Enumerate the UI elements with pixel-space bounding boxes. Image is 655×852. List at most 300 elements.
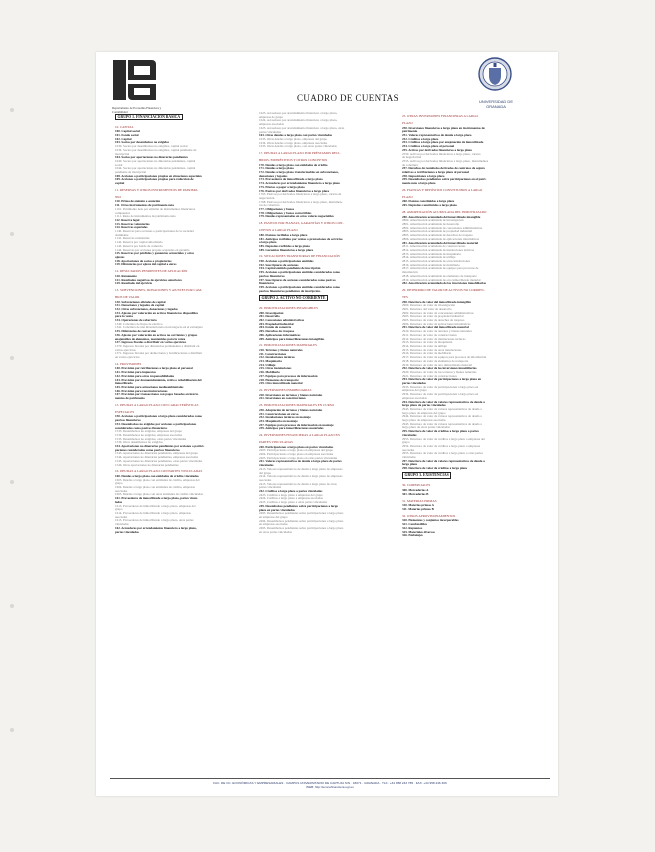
subaccount-entry: empresas del grupo [402, 389, 427, 393]
account-entry: 100. Capital social [115, 130, 140, 134]
account-entry: 129. Resultado del ejercicio [115, 282, 153, 286]
subaccount-entry: 2921. Deterioro de valor de construcciones [402, 374, 457, 378]
subaccount-entry: 2944. Deterioro de valor de valores representativos de deuda a [402, 415, 482, 419]
account-entry: 322. Repuestos [402, 526, 423, 530]
account-entry: 242. Créditos a largo plazo a partes vinculadas [259, 490, 323, 494]
account-entry: 145. Provisión para actuaciones medioambientales [115, 386, 184, 389]
subaccount-entry: 2812. Amortización acumulada de instalaciones técnicas [402, 248, 475, 252]
subaccount-entry: 2902. Deterioro de valor de concesiones administrativas [402, 311, 474, 315]
section-heading: 13. SUBVENCIONES, DONACIONES Y AJUSTES POR CAM- [115, 287, 203, 292]
subaccount-entry: de negociación [402, 156, 422, 160]
account-entry: 135. Diferencias de conversión [115, 330, 157, 334]
account-entry: 181. Anticipos recibidos por ventas o prestaciones de servicios [259, 237, 343, 241]
account-entry: 252. Créditos a largo plazo [402, 137, 439, 141]
account-entry: 230. Adaptación de terrenos y bienes naturales [259, 408, 323, 412]
subaccount-entry: 1111. Resto de instrumentos de patrimonio neto [115, 215, 176, 219]
account-entry: 154. Aportaciones no dinerarias pendientes por acciones o partici- [115, 445, 205, 449]
footer-web: WEB: http://econofinanciera.ugr.es [306, 785, 354, 789]
subaccount-entry: 2914. Deterioro de valor de utillaje [402, 344, 447, 348]
account-entry: 189. Garantías financieras a largo plazo [259, 248, 314, 252]
account-entry: 153. Desembolsos no exigidos por acciones o participaciones [115, 422, 197, 426]
account-entry: 111. Otros instrumentos de patrimonio neto [115, 204, 175, 208]
subaccount-entry: 1142. Reserva por capital amortizado [115, 241, 163, 245]
account-entry: mentos de patrimonio [115, 397, 145, 401]
account-entry: 146. Provisión para reestructuraciones [115, 389, 168, 393]
section-heading: 16. DEUDAS A LARGO PLAZO CON PARTES VINCULADAS [115, 469, 203, 474]
account-entry: 255. Activos por derivados financieros a largo plazo [402, 148, 473, 152]
subaccount-entry: 1040. Socios por aportaciones no dinerarias pendientes, capital [115, 159, 196, 163]
subaccount-entry: 2911. Deterioro de valor de construcciones [402, 333, 457, 337]
account-entry: 282. Amortización acumulada de las inversiones inmobiliarias [402, 282, 487, 286]
account-entry: 232. Instalaciones técnicas en montaje [259, 416, 311, 420]
account-entry: 176. Pasivos por derivados financieros a largo plazo [259, 189, 330, 193]
subaccount-entry: en otras partes vinculadas [259, 530, 292, 534]
account-entry: 241. Valores representativos de deuda a largo plazo de partes [259, 460, 342, 464]
subaccount-entry: 1543. Aportaciones no dinerarias pendientes, empresas del grupo [115, 452, 198, 456]
subaccount-entry: 1141. Reservas estatutarias [115, 237, 150, 241]
account-entry: 214. Utillaje [259, 363, 276, 367]
subaccount-entry: 1341. Cobertura de una inversión neta en un negocio en el extranjero [115, 326, 203, 330]
account-entry: 162. Acreedores por arrendamiento financiero a largo plazo, [115, 526, 197, 530]
account-entry: paciones consideradas como pasivos financieros [115, 448, 180, 452]
subaccount-entry: 2917. Deterioro de valor de equipos para procesos de información [402, 356, 487, 360]
account-entry: plazo en partes vinculadas [259, 508, 295, 512]
account-entry: 108. Acciones o participaciones propias en situaciones especiales [115, 174, 202, 178]
account-entry: 321. Combustibles [402, 523, 427, 527]
account-entry: 218. Elementos de transporte [259, 378, 299, 382]
subaccount-entry: 1635. Otras deudas a largo plazo, con otras partes vinculadas [259, 145, 337, 149]
section-heading: 12. RESULTADOS PENDIENTES DE APLICACIÓN [115, 269, 188, 274]
subaccount-entry: inscripción [115, 152, 130, 156]
subaccount-entry: 2945. Deterioro de valor de valores representativos de deuda a [402, 422, 482, 426]
section-heading: 15. DEUDAS A LARGO PLAZO CON CARACTERÍSTICAS [115, 402, 199, 407]
subaccount-entry: social [115, 163, 123, 167]
subaccount-entry: 2910. Deterioro de valor de terrenos y bienes naturales [402, 330, 472, 334]
account-entry: a largo plazo [259, 241, 277, 245]
section-heading: 19. SITUACIONES TRANSITORIAS DE FINANCIACIÓN [259, 254, 340, 259]
subaccount-entry: 1535. Desembolsos no exigidos, otras partes vinculadas [115, 437, 187, 441]
account-entry: 121. Resultados negativos de ejercicios anteriores [115, 278, 182, 282]
account-entry: 265. Depósitos constituidos a largo plazo [402, 204, 457, 208]
account-entry: capital [115, 182, 125, 186]
subaccount-entry: del grupo [259, 471, 272, 475]
account-entry: patrimonio [402, 130, 418, 134]
account-entry: 281. Amortización acumulada del inmovilizado material [402, 241, 479, 245]
account-entry: 171. Deudas a largo plazo [259, 167, 294, 171]
subaccount-entry: 2403. Participaciones a largo plazo en empresas del grupo [259, 449, 334, 453]
account-entry: 251. Valores representativos de deuda a largo plazo [402, 134, 472, 138]
subaccount-entry: 1545. Aportaciones no dinerarias pendientes, otras partes vinculadas [115, 459, 203, 463]
subaccount-entry: 1533. Desembolsos no exigidos, empresas del grupo [115, 430, 182, 434]
subaccount-entry: 2803. Amortización acumulada de propiedad industrial [402, 230, 473, 234]
account-entry: 326. Embalajes [402, 534, 423, 538]
account-entry: 160. Deudas a largo plazo con entidades de crédito vinculadas [115, 474, 199, 478]
subaccount-entry: asociadas [115, 515, 128, 519]
section-heading: 20. INMOVILIZACIONES INTANGIBLES [259, 305, 318, 310]
account-entry: 254. Créditos a largo plazo al personal [402, 145, 455, 149]
section-heading: 14. PROVISIONES [115, 361, 142, 366]
section-heading: PLAZO [402, 120, 413, 125]
subaccount-entry: varios ejercicios [115, 348, 136, 352]
subaccount-entry: 2805. Amortización acumulada de derechos de traspaso [402, 234, 473, 238]
account-entry: 113. Reservas voluntarias [115, 222, 150, 226]
subaccount-entry: empresas asociadas [402, 396, 427, 400]
subaccount-entry: 1633. Otras deudas a largo plazo, empresas del grupo [259, 137, 328, 141]
account-entry: 212. Instalaciones técnicas [259, 356, 295, 360]
subaccount-entry: empresas de grupo [259, 115, 283, 119]
account-entry: 260. Fianzas constituidas a largo plazo [402, 200, 455, 204]
account-entry: 204. Fondo de comercio [259, 326, 292, 330]
subaccount-entry: grupo [115, 482, 123, 486]
account-entry: 311. Materias primas B [402, 508, 434, 511]
group-heading: GRUPO 3. EXISTENCIAS [402, 472, 451, 479]
account-entry: 320. Elementos y conjuntos incorporables [402, 519, 459, 523]
account-entry: 174. Acreedores por arrendamiento financiero a largo plazo [259, 182, 340, 186]
subaccount-entry: 1536. Otros desembolsos no exigidos [115, 441, 163, 445]
subaccount-entry: 1140. Reservas para acciones o participaciones de la sociedad [115, 230, 194, 234]
account-entry: 140. Provisión por retribuciones a largo plazo al personal [115, 367, 193, 371]
subaccount-entry: 1044. Socios por aportaciones no dinerarias pendientes, capital [115, 167, 196, 171]
subaccount-entry: 1371. Ingresos fiscales por deducciones y bonificaciones a distribuir [115, 352, 203, 356]
subaccount-entry: 2943. Deterioro de valor de valores representativos de deuda a [402, 407, 482, 411]
account-entry: partes vinculadas [115, 530, 139, 534]
account-entry: 150. Acciones o participaciones a largo plazo consideradas como [115, 415, 203, 419]
university-seal [478, 56, 512, 96]
account-entry: 253. Créditos a largo plazo por enajenación de inmovilizado [402, 141, 484, 145]
account-entry: 119. Diferencias por ajuste del capital a euros [115, 263, 177, 267]
department-logo-caption: Departamento de Economía Financiera y Contabilidad [112, 106, 162, 114]
account-entry: inmovilizado [115, 382, 133, 386]
subaccount-entry: 1624. Acreedores por arrendamiento financiero a largo plazo, [259, 119, 338, 123]
subaccount-entry: 1768. Pasivos por derivados financieros a largo plazo, instrumen- [259, 200, 343, 204]
account-entry: 170. Deudas a largo plazo con entidades de crédito [259, 163, 328, 167]
subaccount-entry: partes vinculadas [259, 486, 282, 490]
account-entry: 109. Acciones o participaciones propias para reducción de [115, 178, 194, 182]
account-entry: donaciones y legados [259, 174, 288, 178]
account-entry: 206. Aplicaciones informáticas [259, 333, 301, 337]
subaccount-entry: 1614. Proveedores de inmovilizado a largo plazo, empresas [115, 512, 191, 515]
subaccount-entry: 2806. Amortización acumulada de aplicaciones informáticas [402, 237, 480, 241]
account-entry: 131. Donaciones y legados de capital [115, 304, 165, 308]
section-heading: BIDOS, EMPRÉSTITOS Y OTROS CONCEPTOS [259, 157, 328, 162]
account-entry: largo plazo [402, 463, 418, 467]
subaccount-entry: 2801. Amortización acumulada de desarrollo [402, 222, 460, 226]
account-entry: 143. Provisión por desmantelamiento, retiro o rehabilitación del [115, 378, 202, 382]
account-entry: 290. Deterioro de valor del inmovilizado intangible [402, 300, 471, 304]
account-entry: 210. Terrenos y bienes naturales [259, 348, 303, 352]
section-heading: TES [402, 294, 408, 299]
subaccount-entry: asociadas [259, 478, 272, 482]
account-entry: 195. Acciones o participaciones emitidas consideradas como [259, 271, 341, 275]
subaccount-entry: información [402, 271, 418, 275]
subaccount-entry: 2954. Deterioro de valor de créditos a largo plazo a empresas [402, 444, 481, 448]
subaccount-entry: 2955. Deterioro de valor de créditos a largo plazo a otras partes [402, 452, 483, 456]
subaccount-entry: grupo [115, 508, 123, 512]
account-entry: 240. Participaciones a largo plazo en partes vinculadas [259, 445, 334, 449]
subaccount-entry: 2816. Amortización acumulada de mobiliario [402, 263, 460, 267]
subaccount-entry: 2414. Valores representativos de deuda a largo plazo de empresas [259, 475, 343, 479]
subaccount-entry: 2953. Deterioro de valor de créditos a largo plazo a empresas del [402, 437, 485, 441]
subaccount-entry: 1546. Otras aportaciones no dinerarias pendientes [115, 463, 179, 467]
account-entry: 293. Deterioro de valor de participaciones a largo plazo en [402, 378, 482, 382]
account-entry: 101. Fondo social [115, 134, 139, 137]
group-heading: GRUPO 2. ACTIVO NO CORRIENTE [259, 295, 328, 302]
section-heading: NIO [115, 194, 121, 199]
account-entry: 300. Mercaderías A [402, 489, 429, 493]
account-entry: 130. Subvenciones oficiales de capital [115, 300, 166, 304]
subaccount-entry: compuestos [115, 211, 131, 215]
subaccount-entry: 2550. Activos por derivados financieros a largo plazo, cartera [402, 152, 481, 156]
account-entry: 194. Capital emitido pendiente de inscripción [259, 267, 321, 271]
account-entry: 192. Suscriptores de acciones [259, 263, 299, 267]
group-heading: GRUPO 1. FINANCIACIÓN BÁSICA [115, 114, 183, 121]
account-entry: 239. Anticipos para inmovilizaciones materiales [259, 427, 324, 431]
account-entry: 103. Socios por desembolsos no exigidos [115, 141, 169, 145]
account-entry: relativos a retribuciones a largo plazo al personal [402, 171, 469, 175]
account-entry: 147. Provisión por transacciones con pagos basados en instru- [115, 393, 199, 397]
subaccount-entry: 1605. Deudas a largo plazo con otras entidades de crédito vinculadas [115, 493, 203, 497]
account-entry: 134. Operaciones de cobertura [115, 319, 157, 323]
account-entry: 110. Prima de emisión o asunción [115, 200, 161, 204]
subaccount-entry: partes vinculadas [259, 130, 282, 134]
subaccount-entry: 2814. Amortización acumulada de utillaje [402, 256, 456, 260]
subaccount-entry: 2901. Deterioro del valor de desarrollo [402, 307, 452, 311]
subaccount-entry: 1625. Acreedores por arrendamiento financiero a largo plazo, otras [259, 126, 345, 130]
subaccount-entry: 2919. Deterioro de valor de otro inmovilizado material [402, 363, 472, 367]
subaccount-entry: 2494. Desembolsos pendientes sobre participaciones a largo plazo [259, 519, 344, 523]
account-entry: 120. Remanente [115, 274, 137, 278]
account-entry: 211. Construcciones [259, 352, 287, 356]
section-heading: CEPTOS A LARGO PLAZO [259, 228, 298, 233]
document-title: CUADRO DE CUENTAS [296, 93, 400, 103]
subaccount-entry: 2913. Deterioro de valor de maquinaria [402, 341, 453, 345]
subaccount-entry: pendiente de inscripción [115, 171, 147, 175]
account-entry: ladas [115, 500, 123, 504]
subaccount-entry: en empresas asociadas [259, 523, 288, 527]
subaccount-entry: grupo [402, 441, 410, 445]
section-heading: 25. OTRAS INVERSIONES FINANCIERAS A LARGO [402, 114, 478, 118]
account-entry: 233. Maquinaria en montaje [259, 419, 298, 423]
account-entry: 294. Deterioro de valor de valores representativos de deuda a [402, 400, 485, 404]
account-entry: 295. Deterioro de valor de créditos a largo plazo a partes [402, 430, 479, 434]
account-entry: largo plazo de partes vinculadas [402, 404, 446, 408]
account-entry: pasivos financieros [115, 419, 141, 423]
account-entry: vinculadas [402, 433, 417, 437]
subaccount-entry: 2495. Desembolsos pendientes sobre participaciones a largo plazo [259, 527, 344, 531]
subaccount-entry: vinculadas [115, 523, 129, 527]
account-entry: 163. Otras deudas a largo plazo con partes vinculadas [259, 134, 333, 138]
account-entry: 172. Deudas a largo plazo transformables en subvenciones, [259, 171, 339, 175]
account-entry: 301. Mercaderías B [402, 492, 429, 496]
account-entry: 216. Mobiliario [259, 371, 280, 375]
account-entry: 173. Proveedores de inmovilizado a largo plazo [259, 178, 323, 182]
account-entry: 221. Inversiones en construcciones [259, 397, 306, 401]
subaccount-entry: 1110. Patrimonio neto por emisión de instrumentos financieros [115, 207, 196, 211]
account-entry: 219. Otro inmovilizado material [259, 382, 303, 386]
section-heading: 30. COMERCIALES [402, 483, 431, 488]
subaccount-entry: 2903. Deterioro de valor de propiedad industrial [402, 315, 464, 319]
subaccount-entry: 1634. Otras deudas a largo plazo, empresas asociadas [259, 141, 328, 145]
account-entry: ajustes [115, 256, 125, 259]
subaccount-entry: 2912. Deterioro de valor de instalaciones técnicas [402, 337, 466, 341]
account-entry: 209. Anticipos para inmovilizaciones intangibles [259, 337, 325, 341]
subaccount-entry: 2933. Deterioro de valor de participaciones a largo plazo en [402, 385, 479, 389]
column-2 [259, 112, 383, 535]
section-heading: 29. DETERIORO DE VALOR DE ACTIVOS NO CORRIEN- [402, 287, 485, 292]
account-entry: 250. Inversiones financieras a largo plazo en instrumentos de [402, 126, 485, 130]
account-entry: monio neto a largo plazo [402, 182, 436, 186]
binder-holes [10, 108, 16, 852]
section-heading: PARTES VINCULADAS [259, 439, 293, 444]
section-heading: PLAZO [402, 194, 413, 199]
section-heading: 23. INMOVILIZACIONES MATERIALES EN CURSO [259, 403, 335, 408]
account-entry: 185. Depósitos recibidos a largo plazo [259, 244, 310, 248]
account-entry: enajenables de elementos, mantenidos para la venta [115, 337, 186, 341]
column-3 [402, 112, 526, 538]
subaccount-entry: 2819. Amortización acumulada de otro inmovilizado material [402, 278, 481, 282]
account-entry: 298. Deterioro de valor de créditos a largo plazo [402, 467, 468, 471]
subaccount-entry: 2934. Deterioro de valor de participaciones a largo plazo en [402, 393, 479, 397]
account-entry: partes vinculadas [402, 382, 426, 386]
subaccount-entry: 2415. Valores representativos de deuda a largo plazo de otras [259, 482, 337, 486]
section-heading: 22. INVERSIONES INMOBILIARIAS [259, 388, 312, 392]
section-heading: 32. OTROS APROVISIONAMIENTOS [402, 513, 456, 518]
subaccount-entry: negociación [259, 196, 275, 200]
section-heading: 21. INMOVILIZACIONES MATERIALES [259, 343, 317, 348]
account-entry: 190. Acciones o participaciones emitidas [259, 260, 314, 264]
subaccount-entry: 1370. Ingresos fiscales por diferencias permanentes a distribuir en [115, 344, 200, 348]
account-entry: 137. Ingresos fiscales a distribuir en varios ejercicios [115, 341, 187, 345]
account-entry: 292. Deterioro de valor de las inversiones inmobiliarias [402, 367, 477, 371]
account-entry: 175. Efectos a pagar a largo plazo [259, 185, 305, 189]
account-entry: 215. Otras instalaciones [259, 367, 292, 371]
page-footer [110, 781, 550, 789]
subaccount-entry: en empresas del grupo [259, 516, 288, 519]
section-heading: 18. PASIVOS POR FIANZAS, GARANTÍAS Y OTROS CON- [259, 221, 344, 226]
subaccount-entry: 1544. Aportaciones no dinerarias pendientes, empresas asociadas [115, 456, 199, 460]
subaccount-entry: 1615. Proveedores de inmovilizado a largo plazo, otras partes [115, 519, 194, 523]
account-entry: vinculadas [259, 464, 274, 468]
subaccount-entry: 2425. Créditos a largo plazo a otras partes vinculadas [259, 501, 328, 505]
subaccount-entry: tos de cobertura [259, 204, 280, 208]
subaccount-entry: 2817. Amortización acumulada de equipos para procesos de [402, 267, 479, 271]
account-entry: 201. Desarrollo [259, 315, 280, 319]
subaccount-entry: 2815. Amortización acumulada de otras instalaciones [402, 260, 470, 264]
section-heading: 11. RESERVAS Y OTROS INSTRUMENTOS DE PATRIMO- [115, 187, 199, 192]
subaccount-entry: dominante [115, 233, 129, 237]
subaccount-entry: 2900. Deterioro de valor de investigación [402, 304, 455, 308]
subaccount-entry: 2915. Deterioro de valor de otras instalaciones [402, 348, 462, 352]
section-heading: BIOS DE VALOR [115, 294, 140, 299]
account-entry: 258. Imposiciones a largo plazo [402, 174, 445, 178]
account-entry: 310. Materias primas A [402, 504, 434, 508]
account-entry: 249. Desembolsos pendientes sobre participaciones a largo [259, 504, 339, 508]
subaccount-entry: asociadas [115, 489, 128, 493]
section-heading: 24. INVERSIONES FINANCIERAS A LARGO PLAZO EN [259, 433, 340, 438]
account-entry: 133. Ajustes por valoración en activos financieros disponibles [115, 311, 198, 315]
account-entry: 203. Propiedad industrial [259, 322, 294, 326]
subaccount-entry: en varios ejercicios [115, 356, 140, 360]
subaccount-entry: 2423. Créditos a largo plazo a empresas del grupo [259, 493, 323, 497]
subaccount-entry: 2404. Participaciones a largo plazo en empresas asociadas [259, 453, 334, 457]
subaccount-entry: 1613. Proveedores de inmovilizado a largo plazo, empresas del [115, 504, 196, 508]
subaccount-entry: 2916. Deterioro de valor de mobiliario [402, 352, 452, 356]
account-entry: consideradas como pasivos financieros [115, 426, 168, 430]
section-heading: 31. MATERIAS PRIMAS [402, 498, 437, 503]
account-entry: 291. Deterioro de valor del inmovilizado material [402, 326, 469, 330]
subaccount-entry: 2802. Amortización acumulada de concesiones administrativas [402, 226, 483, 230]
account-entry: 297. Deterioro de valor de valores representativos de deuda a [402, 459, 485, 463]
account-entry: 231. Construcciones en curso [259, 412, 299, 416]
subaccount-entry: vinculadas [402, 456, 416, 460]
account-entry: 104. Socios por aportaciones no dinerarias pendientes [115, 156, 188, 160]
section-heading: 17. DEUDAS A LARGO PLAZO POR PRÉSTAMOS RECI- [259, 151, 341, 156]
subaccount-entry: 2918. Deterioro de valor de elementos de transporte [402, 359, 469, 363]
account-entry: 115. Reservas por pérdidas y ganancias actuariales y otros [115, 252, 194, 256]
footer-rule [110, 778, 550, 779]
account-entry: 102. Capital [115, 137, 132, 141]
university-caption: UNIVERSIDAD DE GRANADA [478, 99, 513, 109]
subaccount-entry: 2413. Valores representativos de deuda a largo plazo de empresas [259, 467, 343, 471]
account-entry: 325. Materiales diversos [402, 530, 435, 534]
subaccount-entry: 1765. Pasivos por derivados financieros a largo plazo, cartera de [259, 193, 342, 197]
account-entry: 200. Investigación [259, 311, 284, 315]
account-entry: 136. Ajustes por valoración en activos no corrientes y grupos [115, 333, 198, 337]
account-entry: 257. Derechos de reembolso derivados de contratos de seguro [402, 167, 485, 171]
subaccount-entry: 1623. Acreedores por arrendamiento financiero a largo plazo, [259, 112, 338, 115]
account-entry: 197. Suscriptores de acciones consideradas como pasivos [259, 278, 336, 282]
subaccount-entry: 2818. Amortización acumulada de elementos de transporte [402, 274, 477, 278]
subaccount-entry: 2800. Amortización acumulada de investigación [402, 219, 464, 223]
subaccount-entry: 2920. Deterioro de valor de los terrenos y bienes naturales [402, 370, 477, 374]
subaccount-entry: 1604. Deudas a largo plazo con entidades de crédito, empresas [115, 486, 195, 490]
subaccount-entry: 2405. Participaciones a largo plazo en otras partes vinculadas [259, 456, 338, 460]
subaccount-entry: 1603. Deudas a largo plazo con entidades de crédito, empresas del [115, 478, 200, 482]
account-entry: 112. Reserva legal [115, 218, 140, 222]
subaccount-entry: largo plazo de otras partes vinculadas [402, 426, 450, 430]
account-entry: 202. Concesiones administrativas [259, 319, 305, 323]
footer-address: FAC. DE CC. ECONÓMICAS Y EMPRESARIALES · CAMPUS UNIVERSITARIO DE CARTUJA S/N · 18071 · GRANADA · TLF.: +34 958 243 785 · FAX: +34 958 246 309 [213, 781, 447, 785]
subaccount-entry: 2553. Activos por derivados financieros a largo plazo, instrumentos [402, 159, 489, 163]
account-entry: 114. Reservas especiales [115, 226, 148, 230]
subaccount-entry: asociadas [402, 448, 415, 452]
account-entry: 118. Aportaciones de socios o propietarios [115, 259, 172, 263]
section-heading: 10. CAPITAL [115, 124, 134, 129]
section-heading: 26. FIANZAS Y DEPÓSITOS CONSTITUIDOS A LARGO [402, 187, 483, 192]
column-1 [115, 112, 239, 534]
subaccount-entry: 2493. Desembolsos pendientes sobre participaciones a largo plazo [259, 512, 344, 516]
subaccount-entry: 1034. Socios por desembolsos no exigidos, capital pendiente de [115, 148, 197, 152]
account-entry: 178. Obligaciones y bonos convertibles [259, 211, 312, 215]
subaccount-entry: 1340. Cobertura de flujos de efectivo [115, 322, 163, 326]
account-entry: pasivos financieros pendientes de inscripción. [259, 289, 321, 293]
subaccount-entry: 1534. Desembolsos no exigidos, empresas asociadas [115, 433, 183, 437]
department-logo [112, 58, 156, 108]
account-entry: 237. Equipos para procesos de información en montaje [259, 423, 334, 427]
subaccount-entry: 2811. Amortización acumulada de construcciones [402, 245, 466, 249]
account-entry: pasivos financieros [259, 274, 285, 278]
account-entry: financieros [259, 282, 274, 286]
subaccount-entry: 1144. Reservas por acciones propias aceptadas en garantía [115, 248, 190, 252]
subaccount-entry: 2813. Amortización acumulada de maquinaria [402, 252, 461, 256]
account-entry: 259. Desembolsos pendientes sobre participaciones en el patri- [402, 178, 487, 182]
subaccount-entry: 2905. Deterioro de valor de derechos de traspaso [402, 319, 465, 323]
subaccount-entry: 1030. Socios por desembolsos no exigidos, capital social [115, 145, 188, 149]
subaccount-entry: de cobertura [402, 163, 418, 167]
account-entry: 280. Amortización acumulada del inmovilizado intangible [402, 215, 481, 219]
subaccount-entry: empresas asociadas [259, 123, 284, 127]
account-entry: 180. Fianzas recibidas a largo plazo [259, 233, 308, 237]
